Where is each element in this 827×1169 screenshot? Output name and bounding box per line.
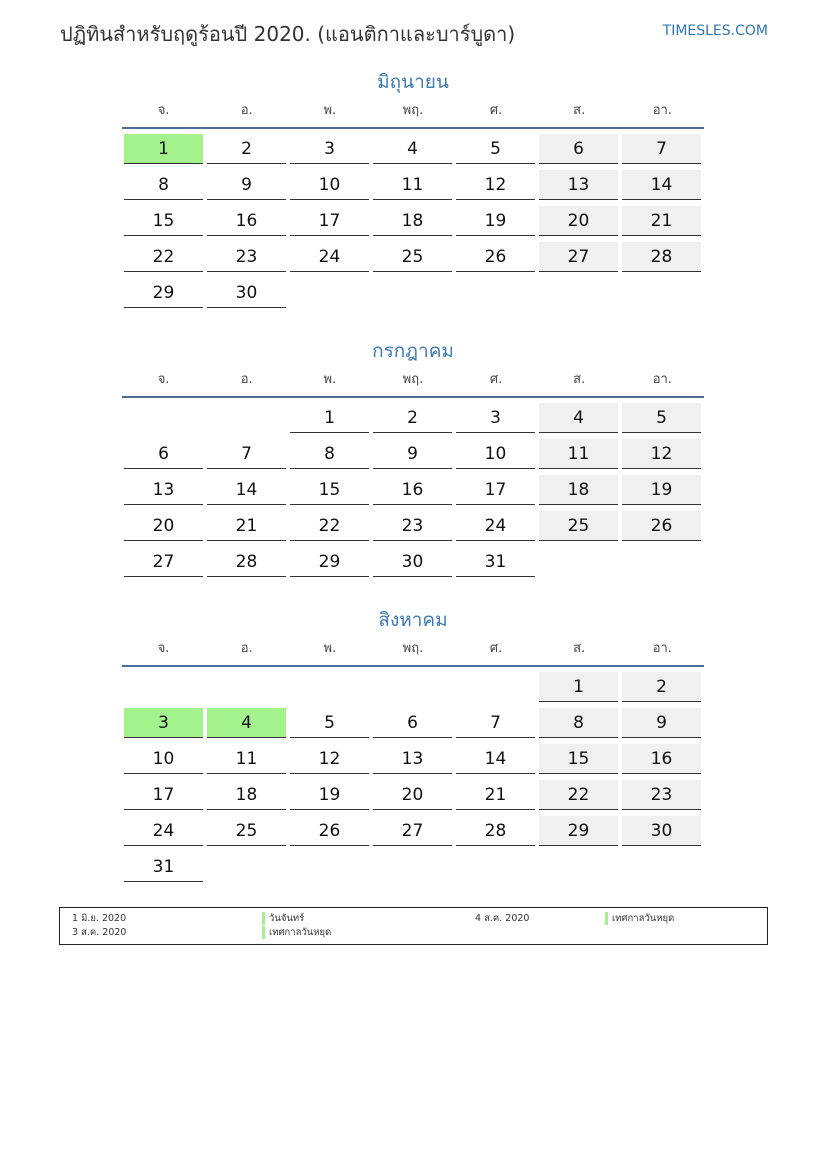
weekend-day-cell: 5 [622, 403, 701, 433]
holiday-day-cell: 1 [124, 134, 203, 164]
week-row [122, 403, 704, 439]
day-cell: 23 [373, 511, 452, 541]
holiday-day-cell: 3 [124, 708, 203, 738]
day-cell: 5 [456, 134, 535, 164]
weekday-header [122, 99, 704, 129]
day-cell: 5 [290, 708, 369, 738]
legend-holiday-name: เทศกาลวันหยุด [605, 912, 674, 925]
weekday-header [122, 368, 704, 398]
day-cell: 30 [207, 278, 286, 308]
day-cell: 26 [456, 242, 535, 272]
week-row [122, 278, 704, 314]
day-cell: 14 [207, 475, 286, 505]
legend-holiday-name: วันจันทร์ [262, 912, 304, 925]
day-cell: 6 [373, 708, 452, 738]
weekend-day-cell: 16 [622, 744, 701, 774]
day-cell: 3 [456, 403, 535, 433]
site-link[interactable]: TIMESLES.COM [662, 23, 768, 39]
weekend-day-cell: 6 [539, 134, 618, 164]
weekday-label: อ. [240, 641, 253, 656]
day-cell: 7 [456, 708, 535, 738]
weekday-label: พ. [323, 103, 337, 118]
week-row [122, 547, 704, 583]
weekday-label: อ. [240, 372, 253, 387]
weekday-label: ศ. [489, 103, 503, 118]
day-cell: 11 [207, 744, 286, 774]
weekend-day-cell: 7 [622, 134, 701, 164]
day-cell: 10 [124, 744, 203, 774]
weekday-label: จ. [157, 641, 170, 656]
weekday-label: พฤ. [402, 372, 424, 387]
week-row [122, 672, 704, 708]
page-title: ปฏิทินสำหรับฤดูร้อนปี 2020. (แอนติกาและบาร์บูดา) [60, 22, 516, 46]
day-cell: 27 [124, 547, 203, 577]
legend-date: 1 มิ.ย. 2020 [72, 913, 127, 924]
empty-cell [124, 403, 203, 433]
day-cell: 17 [124, 780, 203, 810]
day-cell: 15 [290, 475, 369, 505]
day-cell: 2 [373, 403, 452, 433]
month-july [122, 334, 704, 583]
month-june [122, 65, 704, 314]
weekday-label: ศ. [489, 372, 503, 387]
day-cell: 8 [124, 170, 203, 200]
week-row [122, 439, 704, 475]
day-cell: 10 [456, 439, 535, 469]
weekend-day-cell: 12 [622, 439, 701, 469]
day-cell: 13 [124, 475, 203, 505]
day-cell: 17 [456, 475, 535, 505]
weekday-label: อา. [652, 641, 672, 656]
weekday-label: พ. [323, 372, 337, 387]
day-cell: 16 [373, 475, 452, 505]
empty-cell [207, 852, 286, 882]
day-cell: 31 [124, 852, 203, 882]
day-cell: 20 [124, 511, 203, 541]
weekend-day-cell: 23 [622, 780, 701, 810]
day-cell: 9 [207, 170, 286, 200]
day-cell: 22 [290, 511, 369, 541]
day-cell: 12 [290, 744, 369, 774]
day-cell: 18 [207, 780, 286, 810]
day-cell: 1 [290, 403, 369, 433]
weekday-label: พฤ. [402, 103, 424, 118]
empty-cell [622, 278, 701, 308]
day-cell: 13 [373, 744, 452, 774]
day-cell: 25 [207, 816, 286, 846]
empty-cell [622, 547, 701, 577]
day-cell: 29 [290, 547, 369, 577]
weekend-day-cell: 27 [539, 242, 618, 272]
weekend-day-cell: 8 [539, 708, 618, 738]
day-cell: 19 [456, 206, 535, 236]
weekday-label: ส. [573, 372, 586, 387]
weekend-day-cell: 19 [622, 475, 701, 505]
week-row [122, 170, 704, 206]
week-row [122, 780, 704, 816]
weekday-header [122, 637, 704, 667]
week-row [122, 134, 704, 170]
weekday-label: พ. [323, 641, 337, 656]
day-cell: 6 [124, 439, 203, 469]
weekend-day-cell: 25 [539, 511, 618, 541]
week-row [122, 744, 704, 780]
month-title: สิงหาคม [378, 609, 448, 631]
weekend-day-cell: 26 [622, 511, 701, 541]
weekday-label: อ. [240, 103, 253, 118]
weekend-day-cell: 2 [622, 672, 701, 702]
empty-cell [290, 672, 369, 702]
day-cell: 31 [456, 547, 535, 577]
legend-holiday-name: เทศกาลวันหยุด [262, 926, 331, 939]
month-august [122, 603, 704, 888]
day-cell: 14 [456, 744, 535, 774]
day-cell: 18 [373, 206, 452, 236]
weekend-day-cell: 28 [622, 242, 701, 272]
month-title: มิถุนายน [377, 71, 449, 93]
empty-cell [290, 852, 369, 882]
weekday-label: อา. [652, 372, 672, 387]
day-cell: 12 [456, 170, 535, 200]
legend-date: 4 ส.ค. 2020 [475, 913, 530, 924]
weekday-label: พฤ. [402, 641, 424, 656]
week-row [122, 708, 704, 744]
legend-date: 3 ส.ค. 2020 [72, 927, 127, 938]
empty-cell [539, 852, 618, 882]
weekend-day-cell: 22 [539, 780, 618, 810]
weekend-day-cell: 4 [539, 403, 618, 433]
holiday-day-cell: 4 [207, 708, 286, 738]
week-row [122, 242, 704, 278]
weekday-label: ศ. [489, 641, 503, 656]
weekend-day-cell: 30 [622, 816, 701, 846]
day-cell: 19 [290, 780, 369, 810]
day-cell: 4 [373, 134, 452, 164]
weekend-day-cell: 29 [539, 816, 618, 846]
day-cell: 9 [373, 439, 452, 469]
weekend-day-cell: 20 [539, 206, 618, 236]
day-cell: 20 [373, 780, 452, 810]
weekend-day-cell: 9 [622, 708, 701, 738]
weekend-day-cell: 13 [539, 170, 618, 200]
day-cell: 24 [290, 242, 369, 272]
day-cell: 28 [456, 816, 535, 846]
day-cell: 17 [290, 206, 369, 236]
empty-cell [207, 403, 286, 433]
day-cell: 16 [207, 206, 286, 236]
empty-cell [290, 278, 369, 308]
weekend-day-cell: 21 [622, 206, 701, 236]
week-row [122, 816, 704, 852]
day-cell: 28 [207, 547, 286, 577]
empty-cell [456, 852, 535, 882]
week-row [122, 475, 704, 511]
day-cell: 24 [456, 511, 535, 541]
day-cell: 27 [373, 816, 452, 846]
day-cell: 7 [207, 439, 286, 469]
day-cell: 8 [290, 439, 369, 469]
day-cell: 3 [290, 134, 369, 164]
weekday-label: จ. [157, 103, 170, 118]
day-cell: 26 [290, 816, 369, 846]
weekday-label: จ. [157, 372, 170, 387]
empty-cell [207, 672, 286, 702]
weekend-day-cell: 14 [622, 170, 701, 200]
day-cell: 24 [124, 816, 203, 846]
week-row [122, 206, 704, 242]
day-cell: 23 [207, 242, 286, 272]
day-cell: 10 [290, 170, 369, 200]
day-cell: 2 [207, 134, 286, 164]
month-title: กรกฎาคม [372, 340, 454, 362]
week-row [122, 511, 704, 547]
empty-cell [622, 852, 701, 882]
empty-cell [539, 278, 618, 308]
empty-cell [539, 547, 618, 577]
week-row [122, 852, 704, 888]
day-cell: 15 [124, 206, 203, 236]
empty-cell [456, 672, 535, 702]
holiday-legend [59, 907, 768, 945]
weekday-label: ส. [573, 641, 586, 656]
weekend-day-cell: 1 [539, 672, 618, 702]
day-cell: 22 [124, 242, 203, 272]
weekend-day-cell: 15 [539, 744, 618, 774]
day-cell: 29 [124, 278, 203, 308]
empty-cell [373, 278, 452, 308]
empty-cell [456, 278, 535, 308]
day-cell: 11 [373, 170, 452, 200]
day-cell: 25 [373, 242, 452, 272]
weekend-day-cell: 11 [539, 439, 618, 469]
weekday-label: ส. [573, 103, 586, 118]
empty-cell [124, 672, 203, 702]
weekday-label: อา. [652, 103, 672, 118]
empty-cell [373, 852, 452, 882]
day-cell: 30 [373, 547, 452, 577]
empty-cell [373, 672, 452, 702]
day-cell: 21 [456, 780, 535, 810]
weekend-day-cell: 18 [539, 475, 618, 505]
day-cell: 21 [207, 511, 286, 541]
